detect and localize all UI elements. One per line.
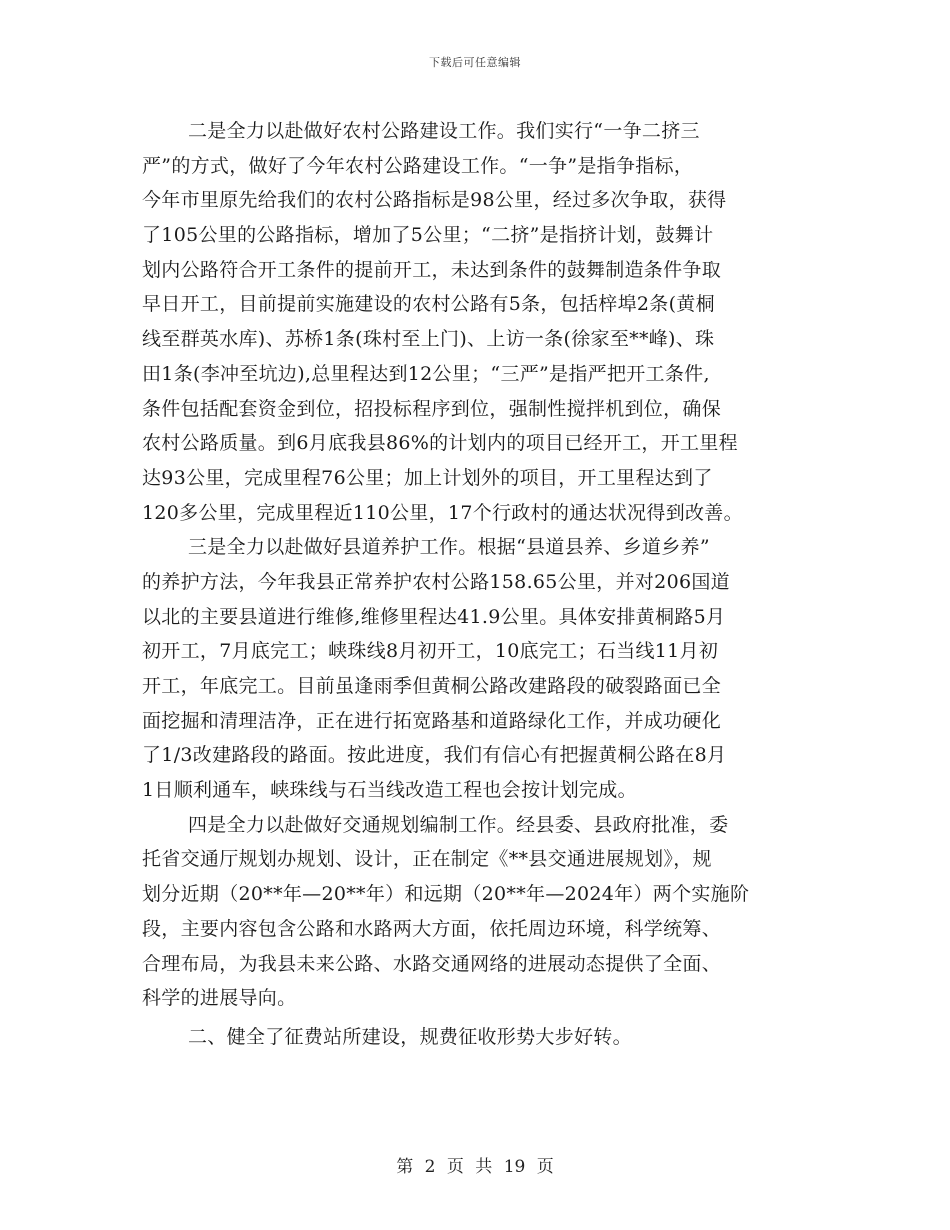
paragraph-line: 段，主要内容包含公路和水路两大方面，依托周边环境，科学统筹、 [142,917,722,940]
paragraph-line: 田1条(李冲至坑边),总里程达到12公里；“三严”是指严把开工条件, [142,362,710,385]
section-heading: 二、健全了征费站所建设，规费征收形势大步好转。 [188,1025,632,1048]
paragraph-line: 托省交通厅规划办规划、设计，正在制定《**县交通进展规划》，规 [142,848,712,871]
paragraph-line: 农村公路质量。到6月底我县86%的计划内的项目已经开工，开工里程 [142,432,738,455]
paragraph-line: 四是全力以赴做好交通规划编制工作。经县委、县政府批准，委 [188,813,729,836]
page-header: 下载后可任意编辑 [429,56,521,69]
paragraph-line: 今年市里原先给我们的农村公路指标是98公里，经过多次争取，获得 [142,189,727,212]
paragraph-line: 了105公里的公路指标，增加了5公里；“二挤”是指挤计划，鼓舞计 [142,224,714,247]
paragraph-line: 线至群英水库)、苏桥1条(珠村至上门)、上访一条(徐家至**峰)、珠 [142,328,715,351]
paragraph-line: 达93公里，完成里程76公里；加上计划外的项目，开工里程达到了 [142,466,713,489]
paragraph-line: 划分近期（20**年—20**年）和远期（20**年—2024年）两个实施阶 [142,883,750,906]
paragraph-line: 三是全力以赴做好县道养护工作。根据“县道县养、乡道乡养” [188,536,710,559]
paragraph-line: 面挖掘和清理洁净，正在进行拓宽路基和道路绿化工作，并成功硬化 [142,709,722,732]
paragraph-line: 1日顺利通车，峡珠线与石当线改造工程也会按计划完成。 [142,779,637,802]
page-number-footer: 第 2 页 共 19 页 [396,1157,554,1177]
paragraph-line: 早日开工，目前提前实施建设的农村公路有5条，包括梓埠2条(黄桐 [142,293,715,316]
paragraph-line: 了1/3改建路段的路面。按此进度，我们有信心有把握黄桐公路在8月 [142,744,727,767]
paragraph-line: 初开工，7月底完工；峡珠线8月初开工，10底完工；石当线11月初 [142,640,719,663]
paragraph-line: 科学的进展导向。 [142,987,297,1010]
document-body [142,114,822,1055]
paragraph-line: 的养护方法，今年我县正常养护农村公路158.65公里，并对206国道 [142,570,730,593]
paragraph-line: 以北的主要县道进行维修,维修里程达41.9公里。具体安排黄桐路5月 [142,605,726,628]
paragraph-line: 二是全力以赴做好农村公路建设工作。我们实行“一争二挤三 [188,120,700,142]
paragraph-line: 合理布局，为我县未来公路、水路交通网络的进展动态提供了全面、 [142,952,722,975]
paragraph-line: 划内公路符合开工条件的提前开工，未达到条件的鼓舞制造条件争取 [142,258,722,281]
paragraph-line: 120多公里，完成里程近110公里，17个行政村的通达状况得到改善。 [142,501,743,524]
paragraph-line: 条件包括配套资金到位，招投标程序到位，强制性搅拌机到位，确保 [142,397,722,420]
paragraph-line: 严”的方式，做好了今年农村公路建设工作。“一争”是指争指标， [142,154,694,177]
paragraph-line: 开工，年底完工。目前虽逢雨季但黄桐公路改建路段的破裂路面已全 [142,675,722,697]
